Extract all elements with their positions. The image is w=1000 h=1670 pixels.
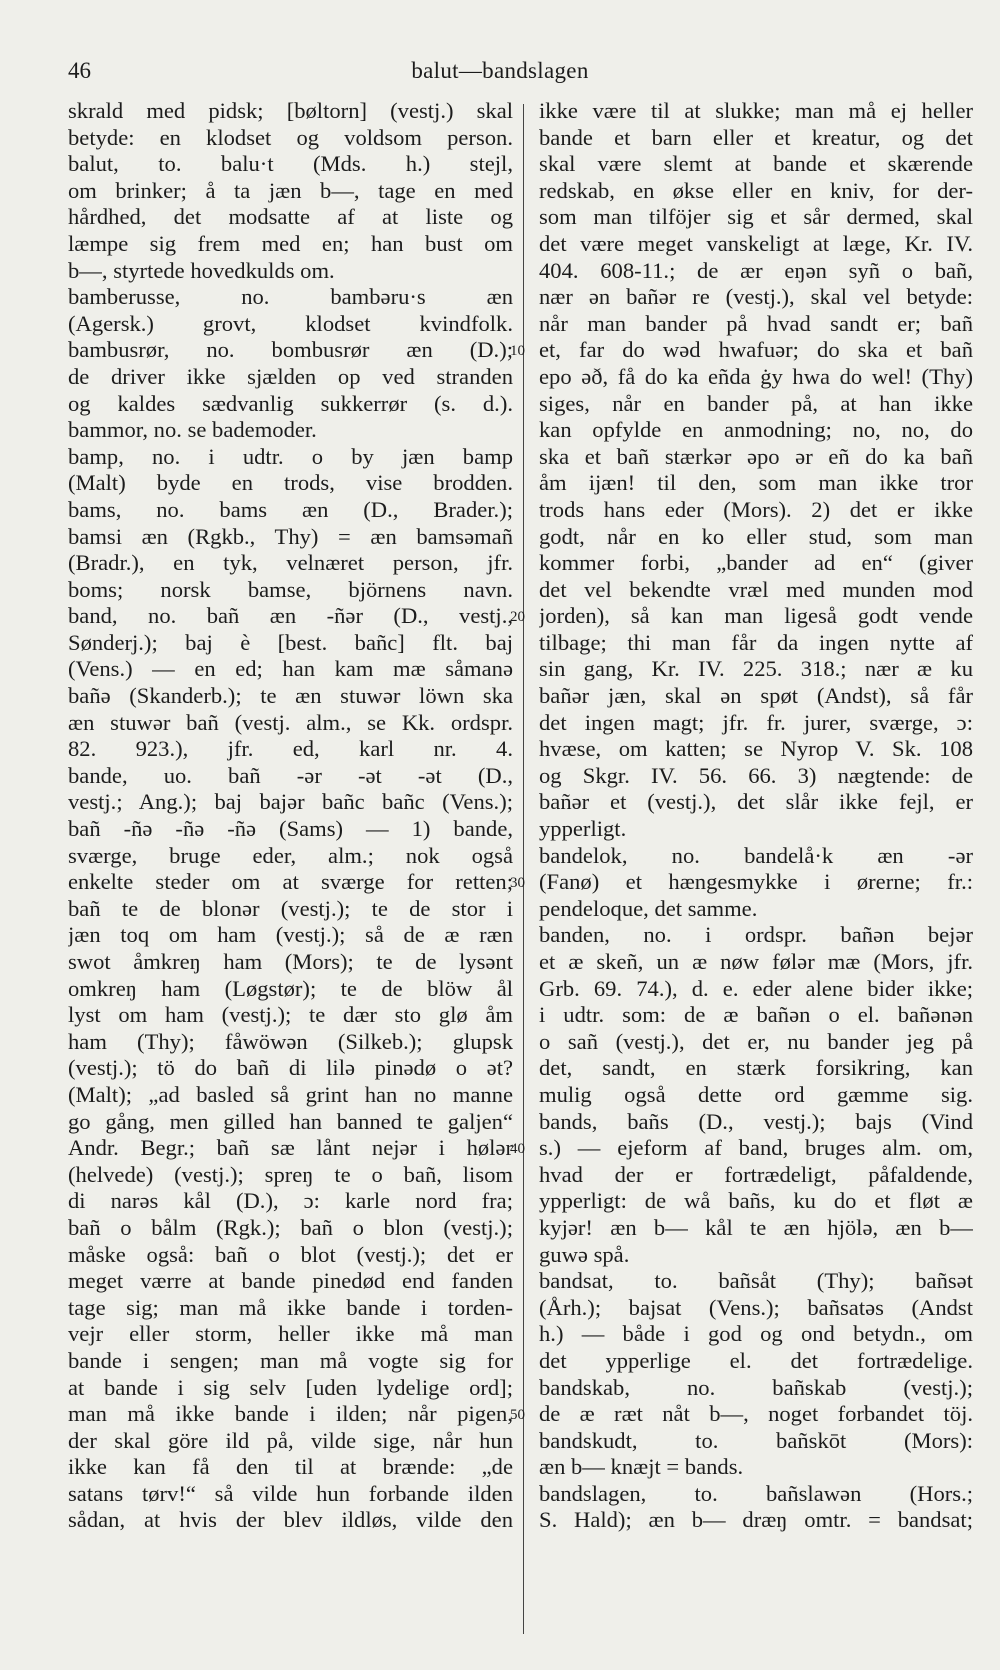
text-line: og Skgr. IV. 56. 66. 3) nægtende: de [539, 762, 973, 788]
text-line: det være meget vanskeligt at læge, Kr. IV. [539, 230, 973, 256]
running-head: balut—bandslagen [411, 58, 589, 83]
text-line: bañ te de blonər (vestj.); te de stor i [68, 895, 513, 921]
text-line: band, no. bañ æn -ñər (D., vestj., [68, 603, 513, 629]
text-line: (Malt) byde en trods, vise brodden. [68, 470, 513, 496]
text-line: siges, når en bander på, at han ikke [539, 390, 973, 416]
text-line: (vestj.); tö do bañ di lilə pinədø o ət? [68, 1055, 513, 1081]
line-number: 10 [510, 343, 525, 360]
text-line: bands, bañs (D., vestj.); bajs (Vind [539, 1108, 973, 1134]
text-line: vestj.; Ang.); baj bajər bañc bañc (Vens.); [68, 789, 513, 815]
text-line: satans tørv!“ så vilde hun forbande ilden [68, 1480, 513, 1506]
text-line: bande, uo. bañ -ər -ət -ət (D., [68, 762, 513, 788]
text-line: det ypperlige el. det fortrædelige. [539, 1347, 973, 1373]
text-line: betyde: en klodset og voldsom person. [68, 124, 513, 150]
text-line: sværge, bruge eder, alm.; nok også [68, 842, 513, 868]
text-line: det vel bekendte vræl med munden mod [539, 576, 973, 602]
column-rule [523, 104, 524, 1634]
text-line: bandskudt, to. bañskōt (Mors): [539, 1427, 973, 1453]
text-line: omkreŋ ham (Løgstør); te de blöw ål [68, 975, 513, 1001]
text-line: epo əð, få do ka eñda ġy hwa do wel! (Thy) [539, 363, 973, 389]
line-number: 30 [510, 875, 525, 892]
text-line: Andr. Begr.; bañ sæ lånt nejər i hølər [68, 1135, 513, 1161]
text-line: (Agersk.) grovt, klodset kvindfolk. [68, 310, 513, 336]
text-line: de æ ræt nåt b—, noget forbandet töj. [539, 1401, 973, 1427]
text-line: kan opfylde en anmodning; no, no, do [539, 417, 973, 443]
text-line: (Vens.) — en ed; han kam mæ såmanə [68, 656, 513, 682]
text-line: når man bander på hvad sandt er; bañ [539, 310, 973, 336]
text-line: Grb. 69. 74.), d. e. eder alene bider ikke; [539, 975, 973, 1001]
line-number: 40 [510, 1141, 525, 1158]
text-line: bañ -ñə -ñə -ñə (Sams) — 1) bande, [68, 816, 513, 842]
text-line: jorden), så kan man ligeså godt vende [539, 603, 973, 629]
text-line: hvad der er fortrædeligt, påfaldende, [539, 1161, 973, 1187]
text-line: man må ikke bande i ilden; når pigen, [68, 1401, 513, 1427]
text-line: ska et bañ stærkər əpo ər eñ do ka bañ [539, 443, 973, 469]
text-line: pendeloque, det samme. [539, 895, 758, 921]
text-line: h.) — både i god og ond betydn., om [539, 1321, 973, 1347]
text-line: sin gang, Kr. IV. 225. 318.; nær æ ku [539, 656, 973, 682]
text-line: bañ o bålm (Rgk.); bañ o blon (vestj.); [68, 1214, 513, 1240]
text-line: Sønderj.); baj è [best. bañc] flt. baj [68, 629, 513, 655]
page-number: 46 [68, 58, 91, 83]
text-line: (Fanø) et hængesmykke i ørerne; fr.: [539, 869, 973, 895]
line-number: 50 [510, 1407, 525, 1424]
text-line: et, far do wəd hwafuər; do ska et bañ [539, 337, 973, 363]
text-line: boms; norsk bamse, björnens navn. [68, 576, 513, 602]
text-line: skal være slemt at bande et skærende [539, 151, 973, 177]
text-line: bañər jæn, skal ən spøt (Andst), så får [539, 683, 973, 709]
text-line: go gång, men gilled han banned te galjen“ [68, 1108, 513, 1134]
text-line: at bande i sig selv [uden lydelige ord]; [68, 1374, 513, 1400]
text-line: bandsat, to. bañsåt (Thy); bañsət [539, 1268, 973, 1294]
text-line: bams, no. bams æn (D., Brader.); [68, 496, 513, 522]
text-line: bammor, no. se bademoder. [68, 417, 317, 443]
text-line: åm ijæn! til den, som man ikke tror [539, 470, 973, 496]
left-column [68, 98, 513, 1534]
text-line: bamsi æn (Rgkb., Thy) = æn bamsəmañ [68, 523, 513, 549]
text-line: tilbage; thi man får da ingen nytte af [539, 629, 973, 655]
text-line: et æ skeñ, un æ nøw følər mæ (Mors, jfr. [539, 949, 973, 974]
line-number: 20 [510, 609, 525, 626]
text-line: banden, no. i ordspr. bañən bejər [539, 922, 973, 948]
text-line: tage sig; man må ikke bande i torden- [68, 1294, 513, 1320]
text-line: og kaldes sædvanlig sukkerrør (s. d.). [68, 390, 513, 416]
text-line: der skal göre ild på, vilde sige, når hun [68, 1427, 513, 1453]
text-line: bandskab, no. bañskab (vestj.); [539, 1374, 973, 1400]
text-line: (helvede) (vestj.); spreŋ te o bañ, lisom [68, 1161, 513, 1187]
text-line: S. Hald); æn b— dræŋ omtr. = bandsat; [539, 1507, 973, 1533]
text-line: skrald med pidsk; [bøltorn] (vestj.) skal [68, 98, 513, 123]
text-line: godt, når en ko eller stud, som man [539, 523, 973, 549]
text-line: ham (Thy); fåwöwən (Silkeb.); glupsk [68, 1028, 513, 1054]
text-line: s.) — ejeform af band, bruges alm. om, [539, 1135, 973, 1161]
text-line: bañə (Skanderb.); te æn stuwər löwn ska [68, 683, 513, 709]
text-line: de driver ikke sjælden op ved stranden [68, 363, 513, 389]
right-column [539, 98, 973, 1534]
text-line: 82. 923.), jfr. ed, karl nr. 4. [68, 736, 513, 762]
text-line: bañər et (vestj.), det slår ikke fejl, er [539, 789, 973, 815]
text-line: bamp, no. i udtr. o by jæn bamp [68, 443, 513, 469]
text-line: lyst om ham (vestj.); te dær sto glø åm [68, 1002, 513, 1028]
text-line: enkelte steder om at sværge for retten; [68, 869, 513, 895]
text-line: læmpe sig frem med en; han bust om [68, 230, 513, 256]
text-line: det ingen magt; jfr. fr. jurer, sværge, ɔ: [539, 709, 973, 735]
text-line: hvæse, om katten; se Nyrop V. Sk. 108 [539, 736, 973, 762]
text-line: (Bradr.), en tyk, velnæret person, jfr. [68, 550, 513, 576]
text-line: swot åmkreŋ ham (Mors); te de lysənt [68, 949, 513, 974]
text-line: æn stuwər bañ (vestj. alm., se Kk. ordspr. [68, 709, 513, 735]
text-line: sådan, at hvis der blev ildløs, vilde den [68, 1507, 513, 1533]
text-line: trods hans eder (Mors). 2) det er ikke [539, 496, 973, 522]
text-line: bandelok, no. bandelå·k æn -ər [539, 842, 973, 868]
text-line: vejr eller storm, heller ikke må man [68, 1321, 513, 1347]
text-line: nær ən bañər re (vestj.), skal vel betyde: [539, 284, 973, 310]
text-line: om brinker; å ta jæn b—, tage en med [68, 177, 513, 203]
text-line: som man tilföjer sig et sår dermed, skal [539, 204, 973, 230]
text-line: redskab, en økse eller en kniv, for der- [539, 177, 973, 203]
text-line: mulig også dette ord gæmme sig. [539, 1081, 973, 1107]
text-line: det, sandt, en stærk forsikring, kan [539, 1055, 973, 1081]
text-line: (Malt); „ad basled så grint han no manne [68, 1081, 513, 1107]
text-line: di narəs kål (D.), ɔ: karle nord fra; [68, 1188, 513, 1214]
text-line: bandslagen, to. bañslawən (Hors.; [539, 1480, 973, 1506]
text-line: bande i sengen; man må vogte sig for [68, 1347, 513, 1373]
text-line: (Årh.); bajsat (Vens.); bañsatəs (Andst [539, 1294, 973, 1320]
text-line: ikke kan få den til at brænde: „de [68, 1454, 513, 1480]
text-line: ypperligt: de wå bañs, ku do et fløt æ [539, 1188, 973, 1214]
text-line: kommer forbi, „bander ad en“ (giver [539, 550, 973, 576]
text-line: guwə spå. [539, 1241, 630, 1267]
text-line: jæn toq om ham (vestj.); så de æ ræn [68, 922, 513, 948]
text-line: i udtr. som: de æ bañən o el. bañənən [539, 1002, 973, 1028]
text-line: ypperligt. [539, 816, 627, 842]
text-line: balut, to. balu·t (Mds. h.) stejl, [68, 151, 513, 177]
text-line: kyjər! æn b— kål te æn hjölə, æn b— [539, 1214, 973, 1240]
text-line: bamberusse, no. bambəru·s æn [68, 284, 513, 310]
text-line: o sañ (vestj.), det er, nu bander jeg på [539, 1028, 973, 1054]
text-line: bande et barn eller et kreatur, og det [539, 124, 973, 150]
text-line: bambusrør, no. bombusrør æn (D.); [68, 337, 513, 363]
text-line: meget værre at bande pinedød end fanden [68, 1268, 513, 1294]
text-line: hårdhed, det modsatte af at liste og [68, 204, 513, 230]
text-line: ikke være til at slukke; man må ej heller [539, 98, 973, 123]
text-line: måske også: bañ o blot (vestj.); det er [68, 1241, 513, 1267]
text-line: 404. 608-11.; de ær eŋən syñ o bañ, [539, 257, 973, 283]
text-line: b—, styrtede hovedkulds om. [68, 257, 335, 283]
text-line: æn b— knæjt = bands. [539, 1454, 744, 1480]
